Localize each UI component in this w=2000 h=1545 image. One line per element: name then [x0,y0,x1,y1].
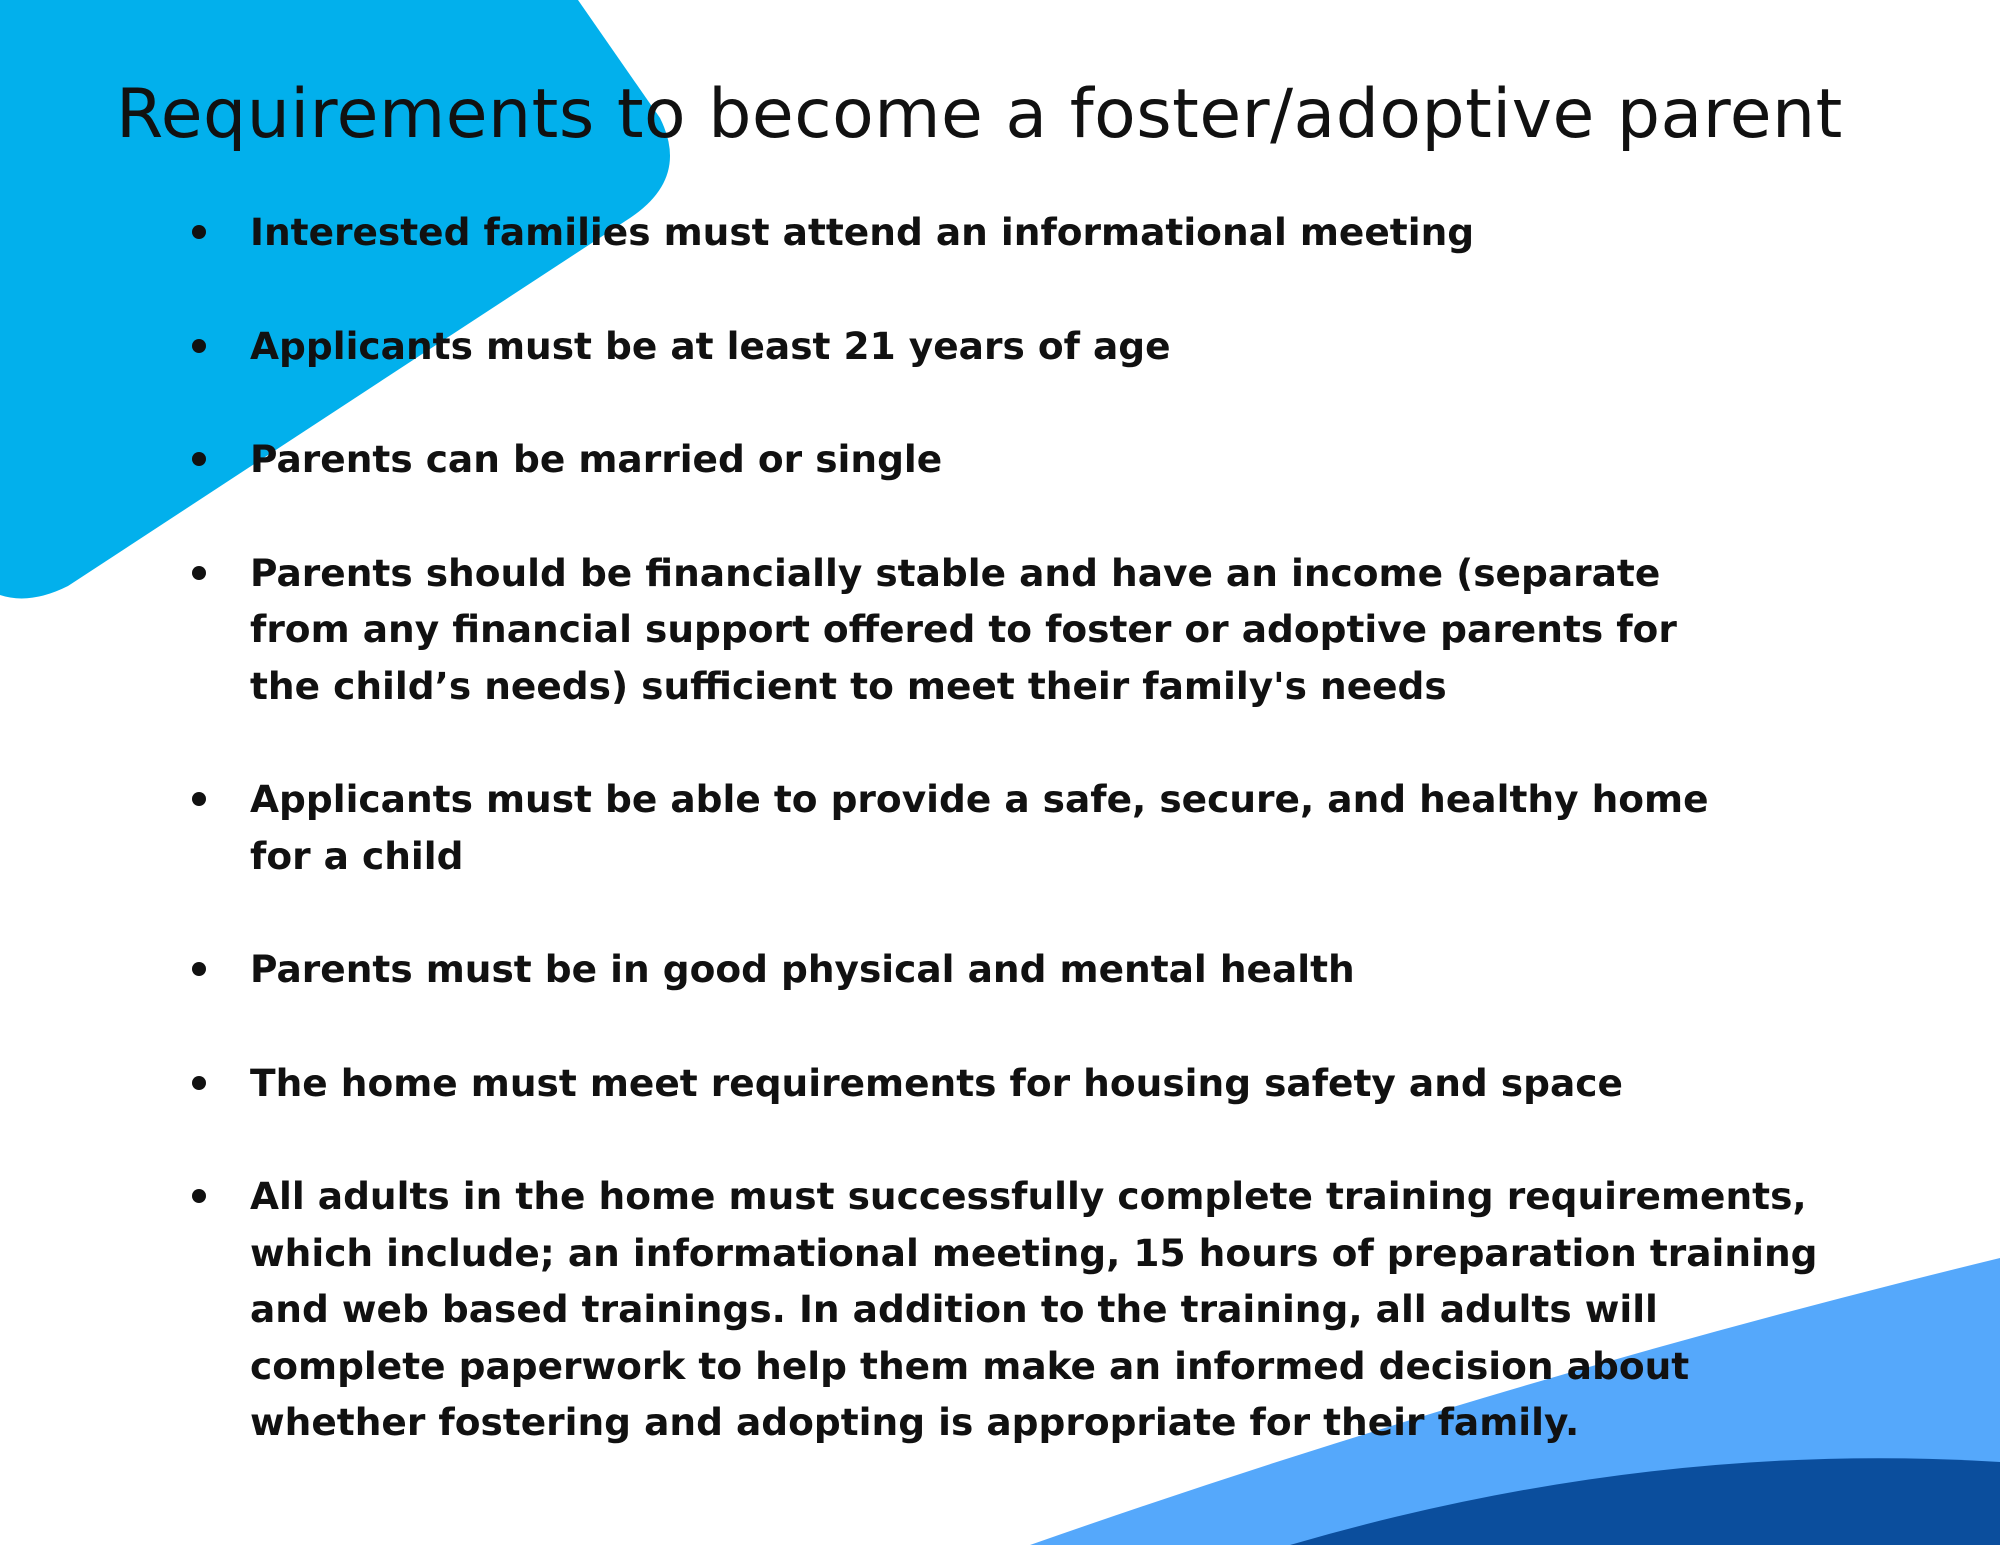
list-item [184,431,1844,488]
bullet-icon [192,1076,206,1090]
requirement-text: All adults in the home must successfully complete training requirements, which include; an informational meeting, 15 hours of preparation training and web based trainings. In addition to the training, all adults will complete paperwork to help them make an informed decision about whether fostering and adopting is appropriate for their family. [250,1174,1818,1444]
list-item [184,318,1844,375]
bullet-icon [192,1189,206,1203]
requirement-text: Parents must be in good physical and mental health [250,947,1355,991]
list-item [184,1055,1844,1112]
requirement-text: Interested families must attend an informational meeting [250,210,1475,254]
bullet-icon [192,225,206,239]
requirement-text: Applicants must be able to provide a safe, secure, and healthy home for a child [250,777,1709,878]
page-title: Requirements to become a foster/adoptive parent [116,75,1843,154]
requirement-text: Applicants must be at least 21 years of age [250,323,1171,368]
bullet-icon [192,566,206,580]
requirements-list [184,204,1844,1508]
bullet-icon [192,792,206,806]
list-item [184,941,1844,998]
requirement-text: Parents should be financially stable and have an income (separate from any financial support offered to foster or adoptive parents for the child’s needs) sufficient to meet their family's needs [250,550,1677,708]
requirement-text: Parents can be married or single [250,437,943,481]
list-item [184,771,1730,884]
list-item [184,545,1730,715]
bullet-icon [192,339,206,353]
bullet-icon [192,962,206,976]
list-item [184,1168,1830,1451]
list-item [184,204,1844,261]
bullet-icon [192,452,206,466]
requirement-text: The home must meet requirements for housing safety and space [250,1060,1623,1105]
